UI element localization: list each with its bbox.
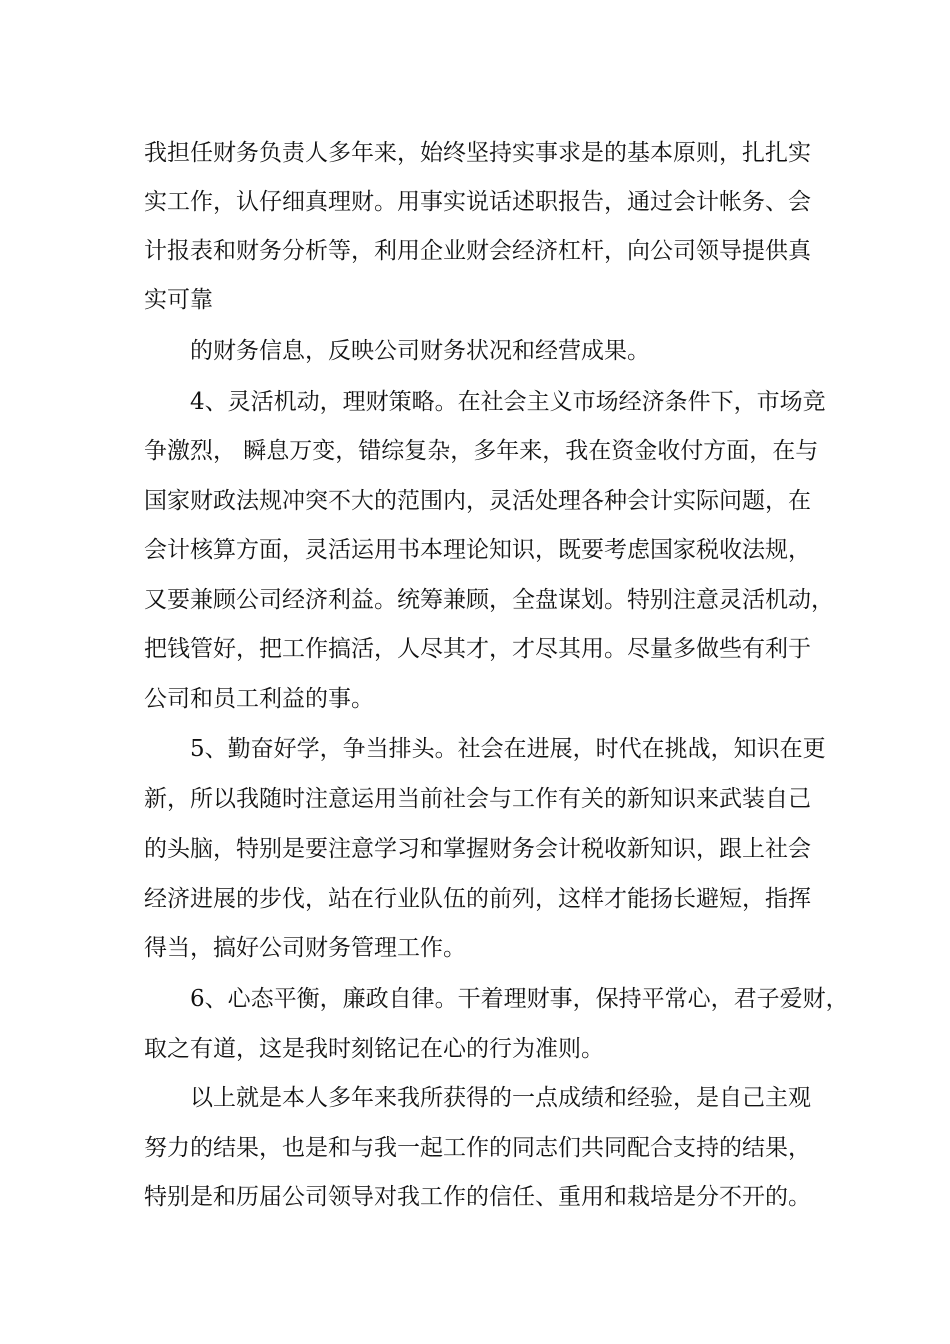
text-line: 公司和员工利益的事。 — [144, 686, 374, 712]
text-line: 5、勤奋好学，争当排头。社会在进展，时代在挑战，知识在更 — [190, 736, 826, 762]
text-line: 以上就是本人多年来我所获得的一点成绩和经验，是自己主观 — [190, 1085, 811, 1111]
text-line: 6、心态平衡，廉政自律。干着理财事，保持平常心，君子爱财， — [190, 986, 849, 1012]
text-line: 新，所以我随时注意运用当前社会与工作有关的新知识来武装自己 — [144, 786, 811, 812]
text-line: 国家财政法规冲突不大的范围内，灵活处理各种会计实际问题，在 — [144, 488, 811, 514]
text-line: 又要兼顾公司经济利益。统筹兼顾，全盘谋划。特别注意灵活机动， — [144, 587, 834, 613]
text-line: 特别是和历届公司领导对我工作的信任、重用和栽培是分不开的。 — [144, 1184, 811, 1210]
text-line: 把钱管好，把工作搞活，人尽其才，才尽其用。尽量多做些有利于 — [144, 636, 811, 662]
text-line: 实工作，认仔细真理财。用事实说话述职报告，通过会计帐务、会 — [144, 189, 811, 215]
text-line: 实可靠 — [144, 287, 213, 313]
text-line: 争激烈， 瞬息万变，错综复杂，多年来，我在资金收付方面，在与 — [144, 438, 819, 464]
text-line: 计报表和财务分析等，利用企业财会经济杠杆，向公司领导提供真 — [144, 238, 811, 264]
text-line: 4、灵活机动，理财策略。在社会主义市场经济条件下，市场竞 — [190, 389, 826, 415]
text-line: 的头脑，特别是要注意学习和掌握财务会计税收新知识，跟上社会 — [144, 836, 811, 862]
text-line: 取之有道，这是我时刻铭记在心的行为准则。 — [144, 1036, 604, 1062]
text-line: 我担任财务负责人多年来，始终坚持实事求是的基本原则，扎扎实 — [144, 140, 811, 166]
text-line: 会计核算方面，灵活运用书本理论知识，既要考虑国家税收法规， — [144, 537, 811, 563]
text-line: 得当，搞好公司财务管理工作。 — [144, 935, 466, 961]
text-line: 的财务信息，反映公司财务状况和经营成果。 — [190, 338, 650, 364]
text-line: 努力的结果，也是和与我一起工作的同志们共同配合支持的结果， — [144, 1135, 811, 1161]
text-line: 经济进展的步伐，站在行业队伍的前列，这样才能扬长避短，指挥 — [144, 886, 811, 912]
